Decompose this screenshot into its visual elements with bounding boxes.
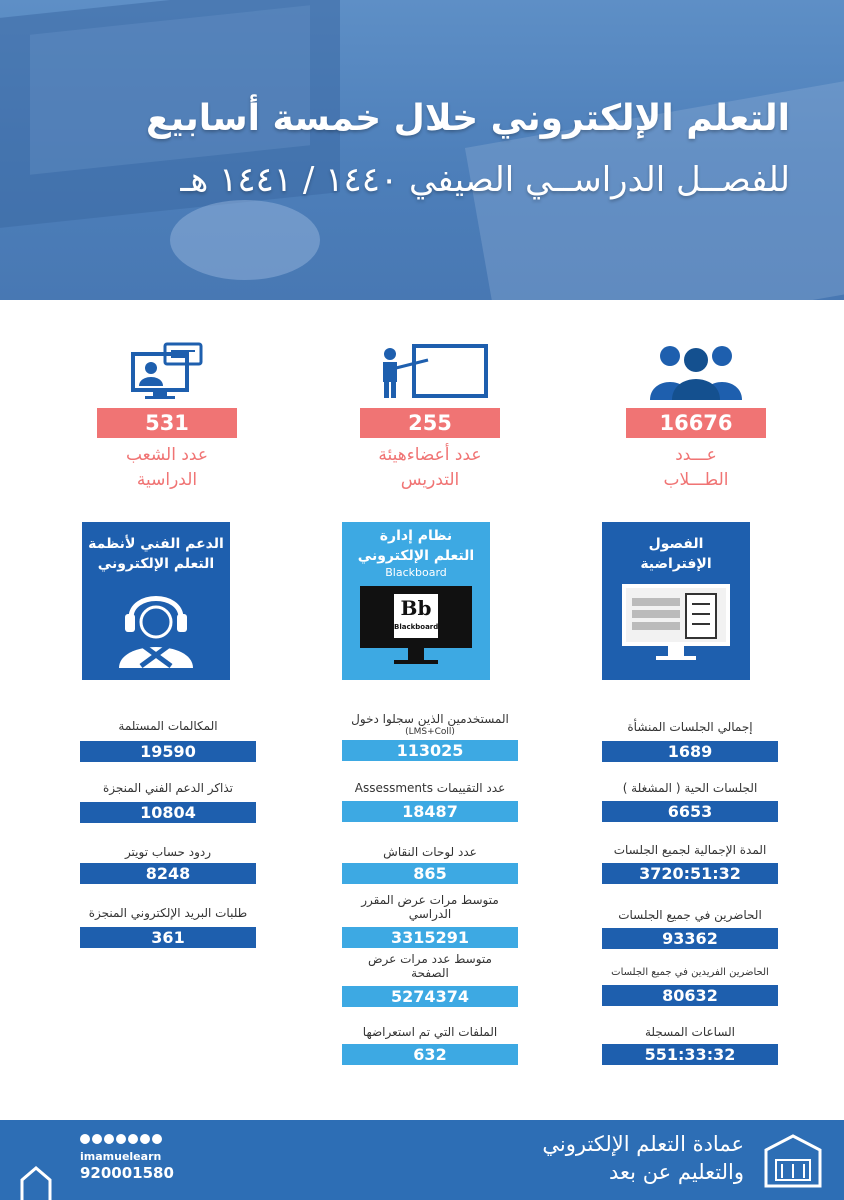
stat-label: متوسط عدد مرات عرض [368, 952, 492, 966]
sections-label-line2: الدراسية [136, 470, 198, 490]
blackboard-monitor [360, 586, 472, 666]
stat-label-note: (LMS+Coll) [405, 727, 455, 737]
stat-value: 1689 [602, 741, 778, 762]
stat-value: 93362 [602, 928, 778, 949]
stat-faculty [360, 340, 500, 493]
monitor-checklist-icon [620, 580, 732, 664]
stat-value: 80632 [602, 985, 778, 1006]
lms-card-title-line1: نظام إدارة [379, 528, 453, 544]
stat-label: متوسط مرات عرض المقرر [361, 893, 499, 907]
stat-sections [97, 340, 237, 493]
faculty-label-line2: التدريس [400, 470, 460, 490]
sections-label-line1: عدد الشعب [125, 445, 208, 465]
online-class-icon [127, 342, 207, 400]
stat-label: المكالمات المستلمة [118, 719, 218, 733]
stat-value: 865 [342, 863, 518, 884]
stat-item [342, 712, 518, 760]
social-icon[interactable] [152, 1134, 162, 1144]
stat-label: عدد التقييمات Assessments [354, 781, 506, 795]
support-card-title-line1: الدعم الفني لأنظمة [88, 536, 224, 552]
blackboard-logo: Bb Blackboard [394, 594, 438, 638]
stat-item [602, 843, 778, 883]
stat-item [602, 908, 778, 948]
stat-value: 113025 [342, 740, 518, 761]
stat-value: 3720:51:32 [602, 863, 778, 884]
stat-label: تذاكر الدعم الفني المنجزة [102, 781, 234, 795]
stat-label: الحاضرين الفريدين في جميع الجلسات [611, 967, 769, 978]
students-count: 16676 [626, 408, 766, 438]
students-label-line1: عـــدد [675, 445, 717, 465]
stat-value: 551:33:32 [602, 1044, 778, 1065]
card-blackboard-lms [342, 522, 490, 680]
stat-label: عدد لوحات النقاش [383, 845, 477, 859]
students-label-line2: الطـــلاب [663, 470, 729, 490]
phone-number[interactable]: 920001580 [80, 1164, 174, 1182]
teacher-board-icon [370, 342, 490, 400]
stat-item [80, 906, 256, 947]
stat-label-line2: الصفحة [411, 966, 449, 980]
stat-label: المدة الإجمالية لجميع الجلسات [613, 843, 767, 857]
stat-item [602, 966, 778, 1005]
stat-label-line2: الدراسي [408, 907, 452, 921]
faculty-label-line1: عدد أعضاءهيئة [378, 445, 482, 465]
lms-card-subtitle: Blackboard [385, 566, 447, 579]
stat-label: الملفات التي تم استعراضها [362, 1025, 498, 1039]
faculty-count: 255 [360, 408, 500, 438]
stat-value: 5274374 [342, 986, 518, 1007]
stat-item [342, 781, 518, 821]
stat-label: الحاضرين في جميع الجلسات [618, 908, 762, 922]
stat-value: 3315291 [342, 927, 518, 948]
stat-value: 8248 [80, 863, 256, 884]
lms-card-title-line2: التعلم الإلكتروني [357, 548, 475, 564]
social-icon[interactable] [140, 1134, 150, 1144]
page-subtitle: للفصــل الدراســي الصيفي ١٤٤٠ / ١٤٤١ هـ [180, 160, 790, 200]
stat-item [602, 1025, 778, 1064]
virtual-card-title-line1: الفصول [648, 536, 704, 552]
students-group-icon [646, 342, 746, 400]
stat-item [80, 719, 256, 761]
home-outline-icon [18, 1164, 54, 1200]
social-icon[interactable] [128, 1134, 138, 1144]
stat-label: الساعات المسجلة [644, 1025, 736, 1039]
stat-label: إجمالي الجلسات المنشأة [627, 720, 753, 734]
stat-value: 361 [80, 927, 256, 948]
card-virtual-classes [602, 522, 750, 680]
laptop-screen-shape [30, 5, 310, 174]
stat-value: 6653 [602, 801, 778, 822]
sections-count: 531 [97, 408, 237, 438]
card-tech-support [82, 522, 230, 680]
stat-value: 19590 [80, 741, 256, 762]
stat-label: المستخدمين الذين سجلوا دخول [351, 712, 509, 726]
hero-banner [0, 0, 844, 300]
footer [0, 1120, 844, 1200]
social-icon[interactable] [92, 1134, 102, 1144]
support-card-title-line2: التعلم الإلكتروني [97, 556, 215, 572]
stat-item [80, 845, 256, 883]
stat-label: طلبات البريد الإلكتروني المنجزة [88, 906, 248, 920]
stat-value: 632 [342, 1044, 518, 1065]
social-icons [80, 1134, 162, 1144]
deanship-name-line1: عمادة التعلم الإلكتروني [542, 1132, 744, 1156]
social-icon[interactable] [116, 1134, 126, 1144]
page-title: التعلم الإلكتروني خلال خمسة أسابيع [145, 98, 790, 139]
social-icon[interactable] [80, 1134, 90, 1144]
stat-item [342, 893, 518, 947]
stat-value: 18487 [342, 801, 518, 822]
stat-students [626, 340, 766, 493]
headset-support-icon [111, 578, 201, 668]
stat-item [342, 845, 518, 883]
stat-item [342, 952, 518, 1006]
stat-item [602, 781, 778, 821]
coffee-cup-shape [170, 200, 320, 280]
virtual-card-title-line2: الإفتراضية [640, 556, 712, 572]
stat-value: 10804 [80, 802, 256, 823]
social-icon[interactable] [104, 1134, 114, 1144]
stat-label: ردود حساب تويتر [124, 845, 212, 859]
deanship-name-line2: والتعليم عن بعد [609, 1160, 744, 1184]
stat-item [602, 720, 778, 761]
social-handle[interactable]: imamuelearn [80, 1150, 162, 1163]
stat-item [342, 1025, 518, 1064]
university-emblem-icon [762, 1134, 824, 1188]
stat-item [80, 781, 256, 822]
stat-label: الجلسات الحية ( المشغلة ) [622, 781, 758, 795]
